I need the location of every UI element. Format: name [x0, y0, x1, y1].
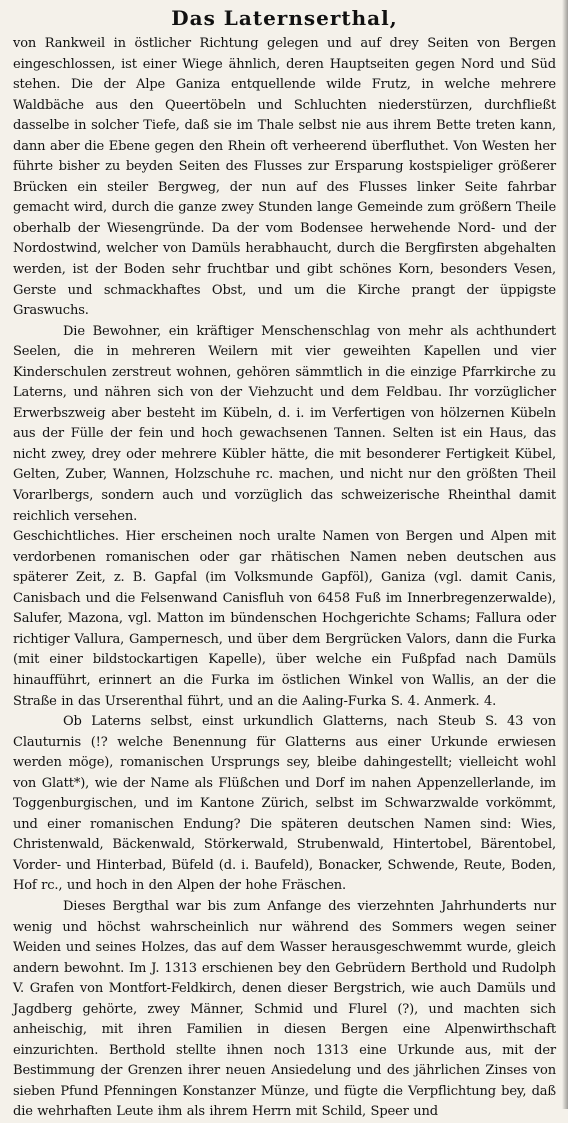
paragraph-intro: von Rankweil in östlicher Richtung gelegen und auf drey Seiten von Bergen eingeschlossen, ist einer Wiege ähnlich, deren Hauptseiten gegen Nord und Süd stehen. Die der Alpe Ganiza entquellende wilde Frutz, in welche mehrere Waldbäche aus den Queertöbeln und Schluchten niederstürzen, durchfließt dasselbe in solcher Tiefe, daß sie im Thale selbst nie aus ihrem Bette treten kann, dann aber die Ebene gegen den Rhein oft verheerend überfluthet. Von Westen her führte bisher zu beyden Seiten des Flusses zur Ersparung kostspieliger größerer Brücken ein steiler Bergweg, der nun auf des Flusses linker Seite fahrbar gemacht wird, durch die ganze zwey Stunden lange Gemeinde zum größern Theile oberhalb der Wiesengründe. Da der vom Bodensee herwehende Nord- und der Nordostwind, welcher von Damüls herabhaucht, durch die Bergfirsten abgehalten werden, ist der Boden sehr fruchtbar und gibt schönes Korn, besonders Vesen, Gerste und schmackhaftes Obst, und um die Kirche prangt der üppigste Graswuchs. [13, 36, 557, 319]
paragraph-history: Geschichtliches. Hier erscheinen noch uralte Namen von Bergen und Alpen mit verdorbenen romanischen oder gar rhätischen Namen neben deutschen aus späterer Zeit, z. B. Gapfal (im Volksmunde Gapföl), Ganiza (vgl. damit Canis, Canisbach und die Felsenwand Canisfluh von 6458 Fuß im Innerbregenzerwalde), Salufer, Mazona, vgl. Matton im bündenschen Hochgerichte Schams; Fallura oder richtiger Vallura, Gampernesch, und über dem Bergrücken Valors, dann die Furka (mit einer bildstockartigen Kapelle), über welche ein Fußpfad nach Damüls hinaufführt, erinnert an die Furka im östlichen Winkel von Wallis, an der die Straße in das Urserenthal führt, und an die Aaling-Furka S. 4. Anmerk. 4. [13, 529, 556, 709]
page-edge-shadow [562, 0, 568, 1109]
paragraph-inhabitants: Die Bewohner, ein kräftiger Menschenschlag von mehr als achthundert Seelen, die in mehreren Weilern mit vier geweihten Kapellen und vier Kinderschulen zerstreut wohnen, gehören sämmtlich in die einzige Pfarrkirche zu Laterns, und nähren sich von der Viehzucht und dem Feldbau. Ihr vorzüglicher Erwerbszweig aber besteht im Kübeln, d. i. im Verfertigen von hölzernen Kübeln aus der Fülle der fein und hoch gewachsenen Tannen. Selten ist ein Haus, das nicht zwey, drey oder mehrere Kübler hätte, die mit besonderer Fertigkeit Kübel, Gelten, Zuber, Wannen, Holzschuhe rc. machen, und nicht nur den größten Theil Vorarlbergs, sondern auch und vorzüglich das schweizerische Rheinthal damit reichlich versehen. [13, 323, 556, 524]
document-title: Das Laternserthal, [171, 6, 398, 30]
paragraph-settlement: Dieses Bergthal war bis zum Anfange des vierzehnten Jahrhunderts nur wenig und höchst wahrscheinlich nur während des Sommers wegen seiner Weiden und seines Holzes, das auf dem Wasser herausgeschwemmt wurde, gleich andern bewohnt. Im J. 1313 erschienen bey den Gebrüdern Berthold und Rudolph V. Grafen von Montfort-Feldkirch, denen dieser Bergstrich, wie auch Damüls und Jagdberg gehörte, zwey Männer, Schmid und Flurel (?), und machten sich anheischig, mit ihren Familien in diesen Bergen eine Alpenwirthschaft einzurichten. Berthold stellte ihnen noch 1313 eine Urkunde aus, mit der Bestimmung der Grenzen ihrer neuen Ansiedelung und des jährlichen Zinses von sieben Pfund Pfenningen Konstanzer Münze, und fügte die Verpflichtung bey, daß die wehrhaften Leute ihm als ihrem Herrn mit Schild, Speer und [13, 898, 556, 1120]
paragraph-name-origin: Ob Laterns selbst, einst urkundlich Glatterns, nach Steub S. 43 von Clauturnis (!? welche Benennung für Glatterns aus einer Urkunde erwiesen werden möge), romanischen Ursprungs sey, bleibe dahingestellt; vielleicht wohl von Glatt*), wie der Name als Flüßchen und Dorf im nahen Appenzellerlande, im Toggenburgischen, und im Kantone Zürich, selbst im Schwarzwalde vorkömmt, und einer romanischen Endung? Die späteren deutschen Namen sind: Wies, Christenwald, Bäckenwald, Störkerwald, Strubenwald, Hintertobel, Bärentobel, Vorder- und Hinterbad, Büfeld (d. i. Baufeld), Bonacker, Schwende, Reute, Boden, Hof rc., und hoch in den Alpen der hohe Fräschen. [13, 714, 556, 894]
